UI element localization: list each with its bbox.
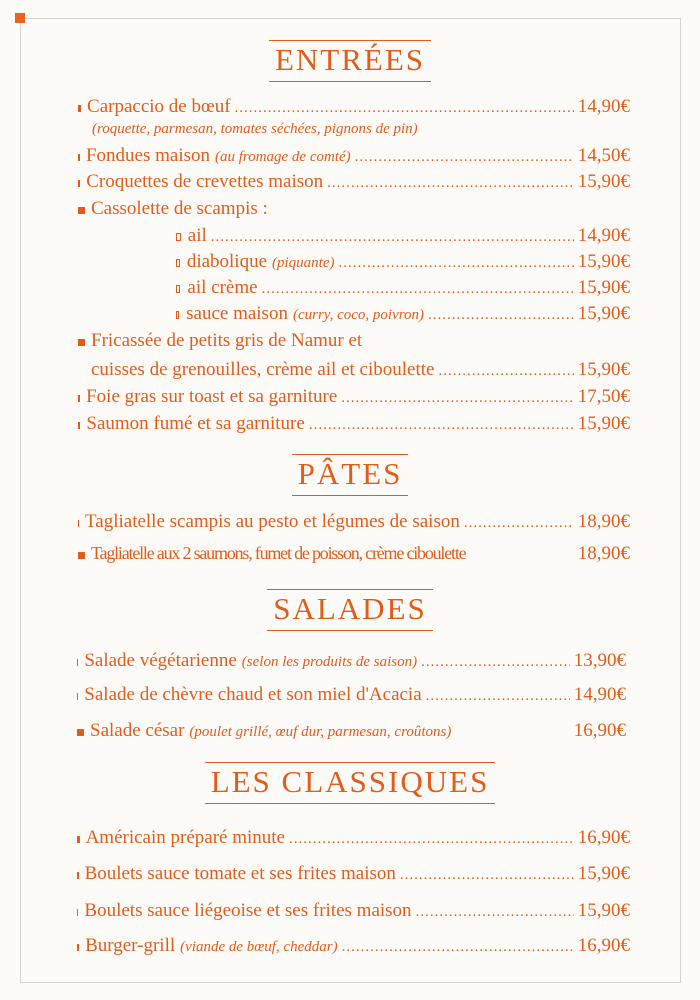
menu-item: Salade végétarienne (selon les produits de saison) ..... 13,90€ <box>77 649 626 673</box>
menu-item: Tagliatelle scampis au pesto et légumes de saison ..... 18,90€ <box>78 510 630 534</box>
price: 15,90€ <box>577 900 630 921</box>
menu-item: Tagliatelle aux 2 saumons, fumet de poisson, crème ciboulette 18,90€ <box>78 541 630 565</box>
price: 16,90€ <box>573 720 626 741</box>
section-title-entrees: ENTRÉES <box>0 40 700 82</box>
bullet-icon <box>78 520 79 527</box>
menu-item: Fondues maison (au fromage de comté) ..... 14,50€ <box>78 144 630 168</box>
price: 16,90€ <box>577 935 630 956</box>
item-note: (roquette, parmesan, tomates séchées, pignons de pin) <box>92 121 418 137</box>
menu-item: Saumon fumé et sa garniture ..... 15,90€ <box>78 412 630 436</box>
bullet-icon <box>78 552 85 559</box>
price: 17,50€ <box>577 386 630 407</box>
price: 15,90€ <box>577 863 630 884</box>
bullet-icon <box>77 659 78 666</box>
menu-item: Croquettes de crevettes maison ..... 15,90€ <box>78 170 630 194</box>
menu-subitem: ail crème ..... 15,90€ <box>176 276 630 300</box>
menu-item: Burger-grill (viande de bœuf, cheddar) ..... 16,90€ <box>77 934 630 958</box>
price: 14,90€ <box>577 225 630 246</box>
bullet-icon <box>77 836 80 843</box>
bullet-icon <box>78 422 80 429</box>
price: 15,90€ <box>577 413 630 434</box>
bullet-icon <box>77 909 78 916</box>
menu-item: Carpaccio de bœuf ..... 14,90€ <box>78 95 630 119</box>
bullet-icon <box>77 729 84 736</box>
price: 15,90€ <box>577 171 630 192</box>
section-title-pates: PÂTES <box>0 454 700 496</box>
checkbox-bullet-icon <box>176 259 180 267</box>
price: 15,90€ <box>577 303 630 324</box>
price: 14,50€ <box>577 145 630 166</box>
bullet-icon <box>77 944 79 951</box>
section-title-classiques: LES CLASSIQUES <box>0 762 700 804</box>
price: 16,90€ <box>577 827 630 848</box>
bullet-icon <box>78 395 80 402</box>
bullet-icon <box>77 872 79 879</box>
checkbox-bullet-icon <box>176 285 180 293</box>
bullet-icon <box>78 154 80 161</box>
menu-subitem: sauce maison (curry, coco, poivron) ..... 15,90€ <box>176 302 630 326</box>
bullet-icon <box>78 207 85 214</box>
menu-item: Boulets sauce tomate et ses frites maison ..... 15,90€ <box>77 862 630 886</box>
bullet-icon <box>77 693 78 700</box>
menu-item: Salade de chèvre chaud et son miel d'Acacia ..... 14,90€ <box>77 683 626 707</box>
price: 13,90€ <box>573 650 626 671</box>
price: 15,90€ <box>577 251 630 272</box>
menu-item: Cassolette de scampis : <box>78 197 630 221</box>
checkbox-bullet-icon <box>176 311 179 319</box>
section-title-salades: SALADES <box>0 589 700 631</box>
checkbox-bullet-icon <box>176 233 181 241</box>
price: 14,90€ <box>573 684 626 705</box>
bullet-icon <box>78 180 80 187</box>
corner-mark <box>15 13 25 23</box>
price: 14,90€ <box>577 96 630 117</box>
price: 18,90€ <box>577 511 630 532</box>
menu-subitem: ail ..... 14,90€ <box>176 224 630 248</box>
menu-item-continued: cuisses de grenouilles, crème ail et ciboulette ..... 15,90€ <box>91 358 630 382</box>
price: 15,90€ <box>577 359 630 380</box>
menu-subitem: diabolique (piquante) ..... 15,90€ <box>176 250 630 274</box>
bullet-icon <box>78 105 81 112</box>
menu-item: Boulets sauce liégeoise et ses frites maison ..... 15,90€ <box>77 899 630 923</box>
menu-item: Salade césar (poulet grillé, œuf dur, parmesan, croûtons) 16,90€ <box>77 719 626 743</box>
bullet-icon <box>78 339 85 346</box>
price: 18,90€ <box>577 543 630 564</box>
menu-item: Foie gras sur toast et sa garniture ..... 17,50€ <box>78 385 630 409</box>
price: 15,90€ <box>577 277 630 298</box>
menu-item: Américain préparé minute ..... 16,90€ <box>77 826 630 850</box>
menu-item: Fricassée de petits gris de Namur et <box>78 329 630 353</box>
